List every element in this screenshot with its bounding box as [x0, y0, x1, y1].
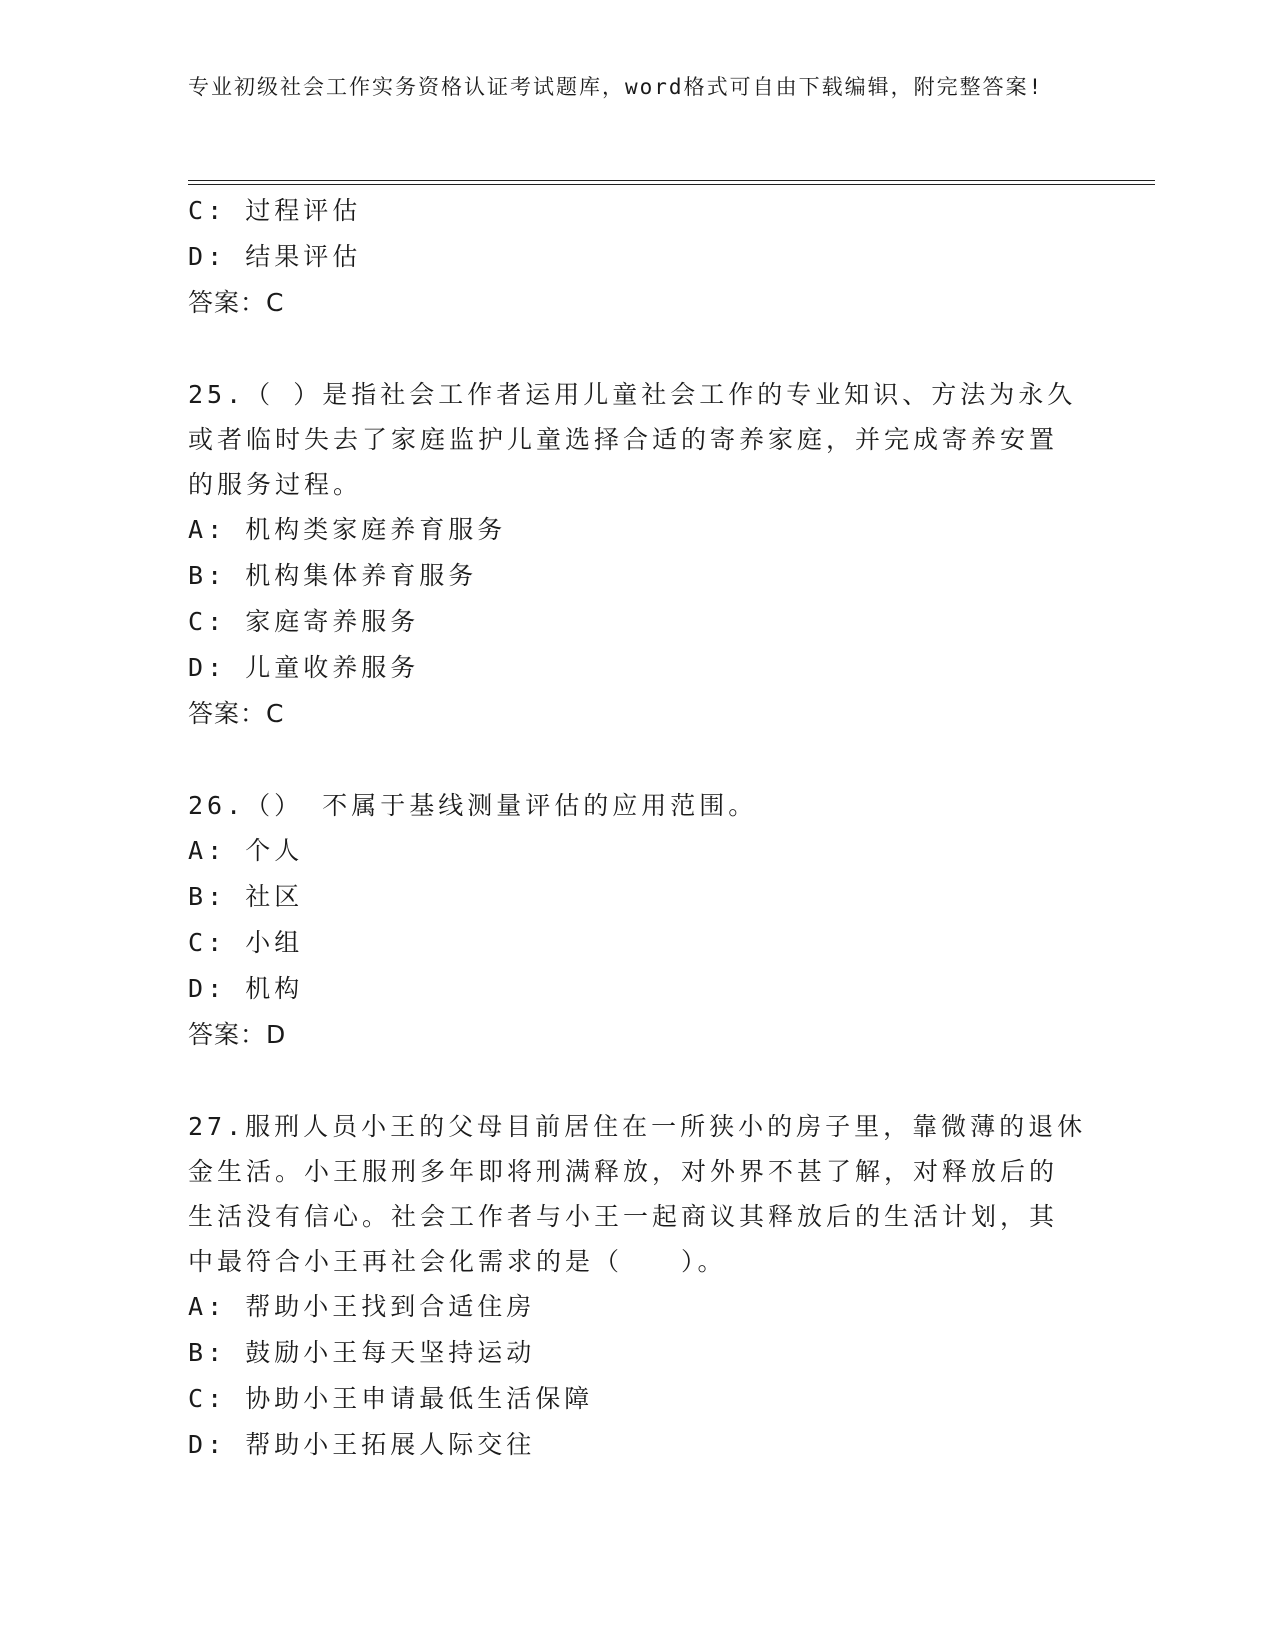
- option-c: C: 小组: [188, 928, 304, 957]
- answer-line: 答案：C: [188, 288, 285, 317]
- answer-line: 答案：D: [188, 1020, 287, 1049]
- option-a: A: 个人: [188, 836, 304, 865]
- option-d: D: 儿童收养服务: [188, 653, 420, 682]
- question-stem-line: 中最符合小王再社会化需求的是（ ）。: [188, 1247, 727, 1276]
- question-stem-line: 26.（） 不属于基线测量评估的应用范围。: [188, 791, 758, 820]
- answer-line: 答案：C: [188, 699, 285, 728]
- option-c: C: 过程评估: [188, 196, 362, 225]
- question-stem-line: 生活没有信心。社会工作者与小王一起商议其释放后的生活计划，其: [188, 1202, 1059, 1231]
- option-b: B: 机构集体养育服务: [188, 561, 478, 590]
- option-d: D: 结果评估: [188, 242, 362, 271]
- option-b: B: 社区: [188, 882, 304, 911]
- option-a: A: 机构类家庭养育服务: [188, 515, 507, 544]
- option-a: A: 帮助小王找到合适住房: [188, 1292, 536, 1321]
- option-d: D: 机构: [188, 974, 304, 1003]
- page-content: [188, 188, 1088, 1468]
- question-stem-line: 25.（ ）是指社会工作者运用儿童社会工作的专业知识、方法为永久: [188, 380, 1077, 409]
- carryover-question: [188, 188, 1088, 372]
- question-26: [188, 783, 1088, 1104]
- question-stem-line: 的服务过程。: [188, 470, 363, 499]
- header-rule: [188, 180, 1155, 185]
- option-d: D: 帮助小王拓展人际交往: [188, 1430, 536, 1459]
- question-stem-line: 或者临时失去了家庭监护儿童选择合适的寄养家庭，并完成寄养安置: [188, 425, 1059, 454]
- question-25: [188, 372, 1088, 783]
- question-27: [188, 1104, 1088, 1468]
- option-c: C: 协助小王申请最低生活保障: [188, 1384, 594, 1413]
- option-c: C: 家庭寄养服务: [188, 607, 420, 636]
- option-b: B: 鼓励小王每天坚持运动: [188, 1338, 536, 1367]
- page-header: 专业初级社会工作实务资格认证考试题库，word格式可自由下载编辑，附完整答案!: [188, 75, 1044, 99]
- question-stem-line: 27.服刑人员小王的父母目前居住在一所狭小的房子里，靠微薄的退休: [188, 1112, 1087, 1141]
- question-stem-line: 金生活。小王服刑多年即将刑满释放，对外界不甚了解，对释放后的: [188, 1157, 1059, 1186]
